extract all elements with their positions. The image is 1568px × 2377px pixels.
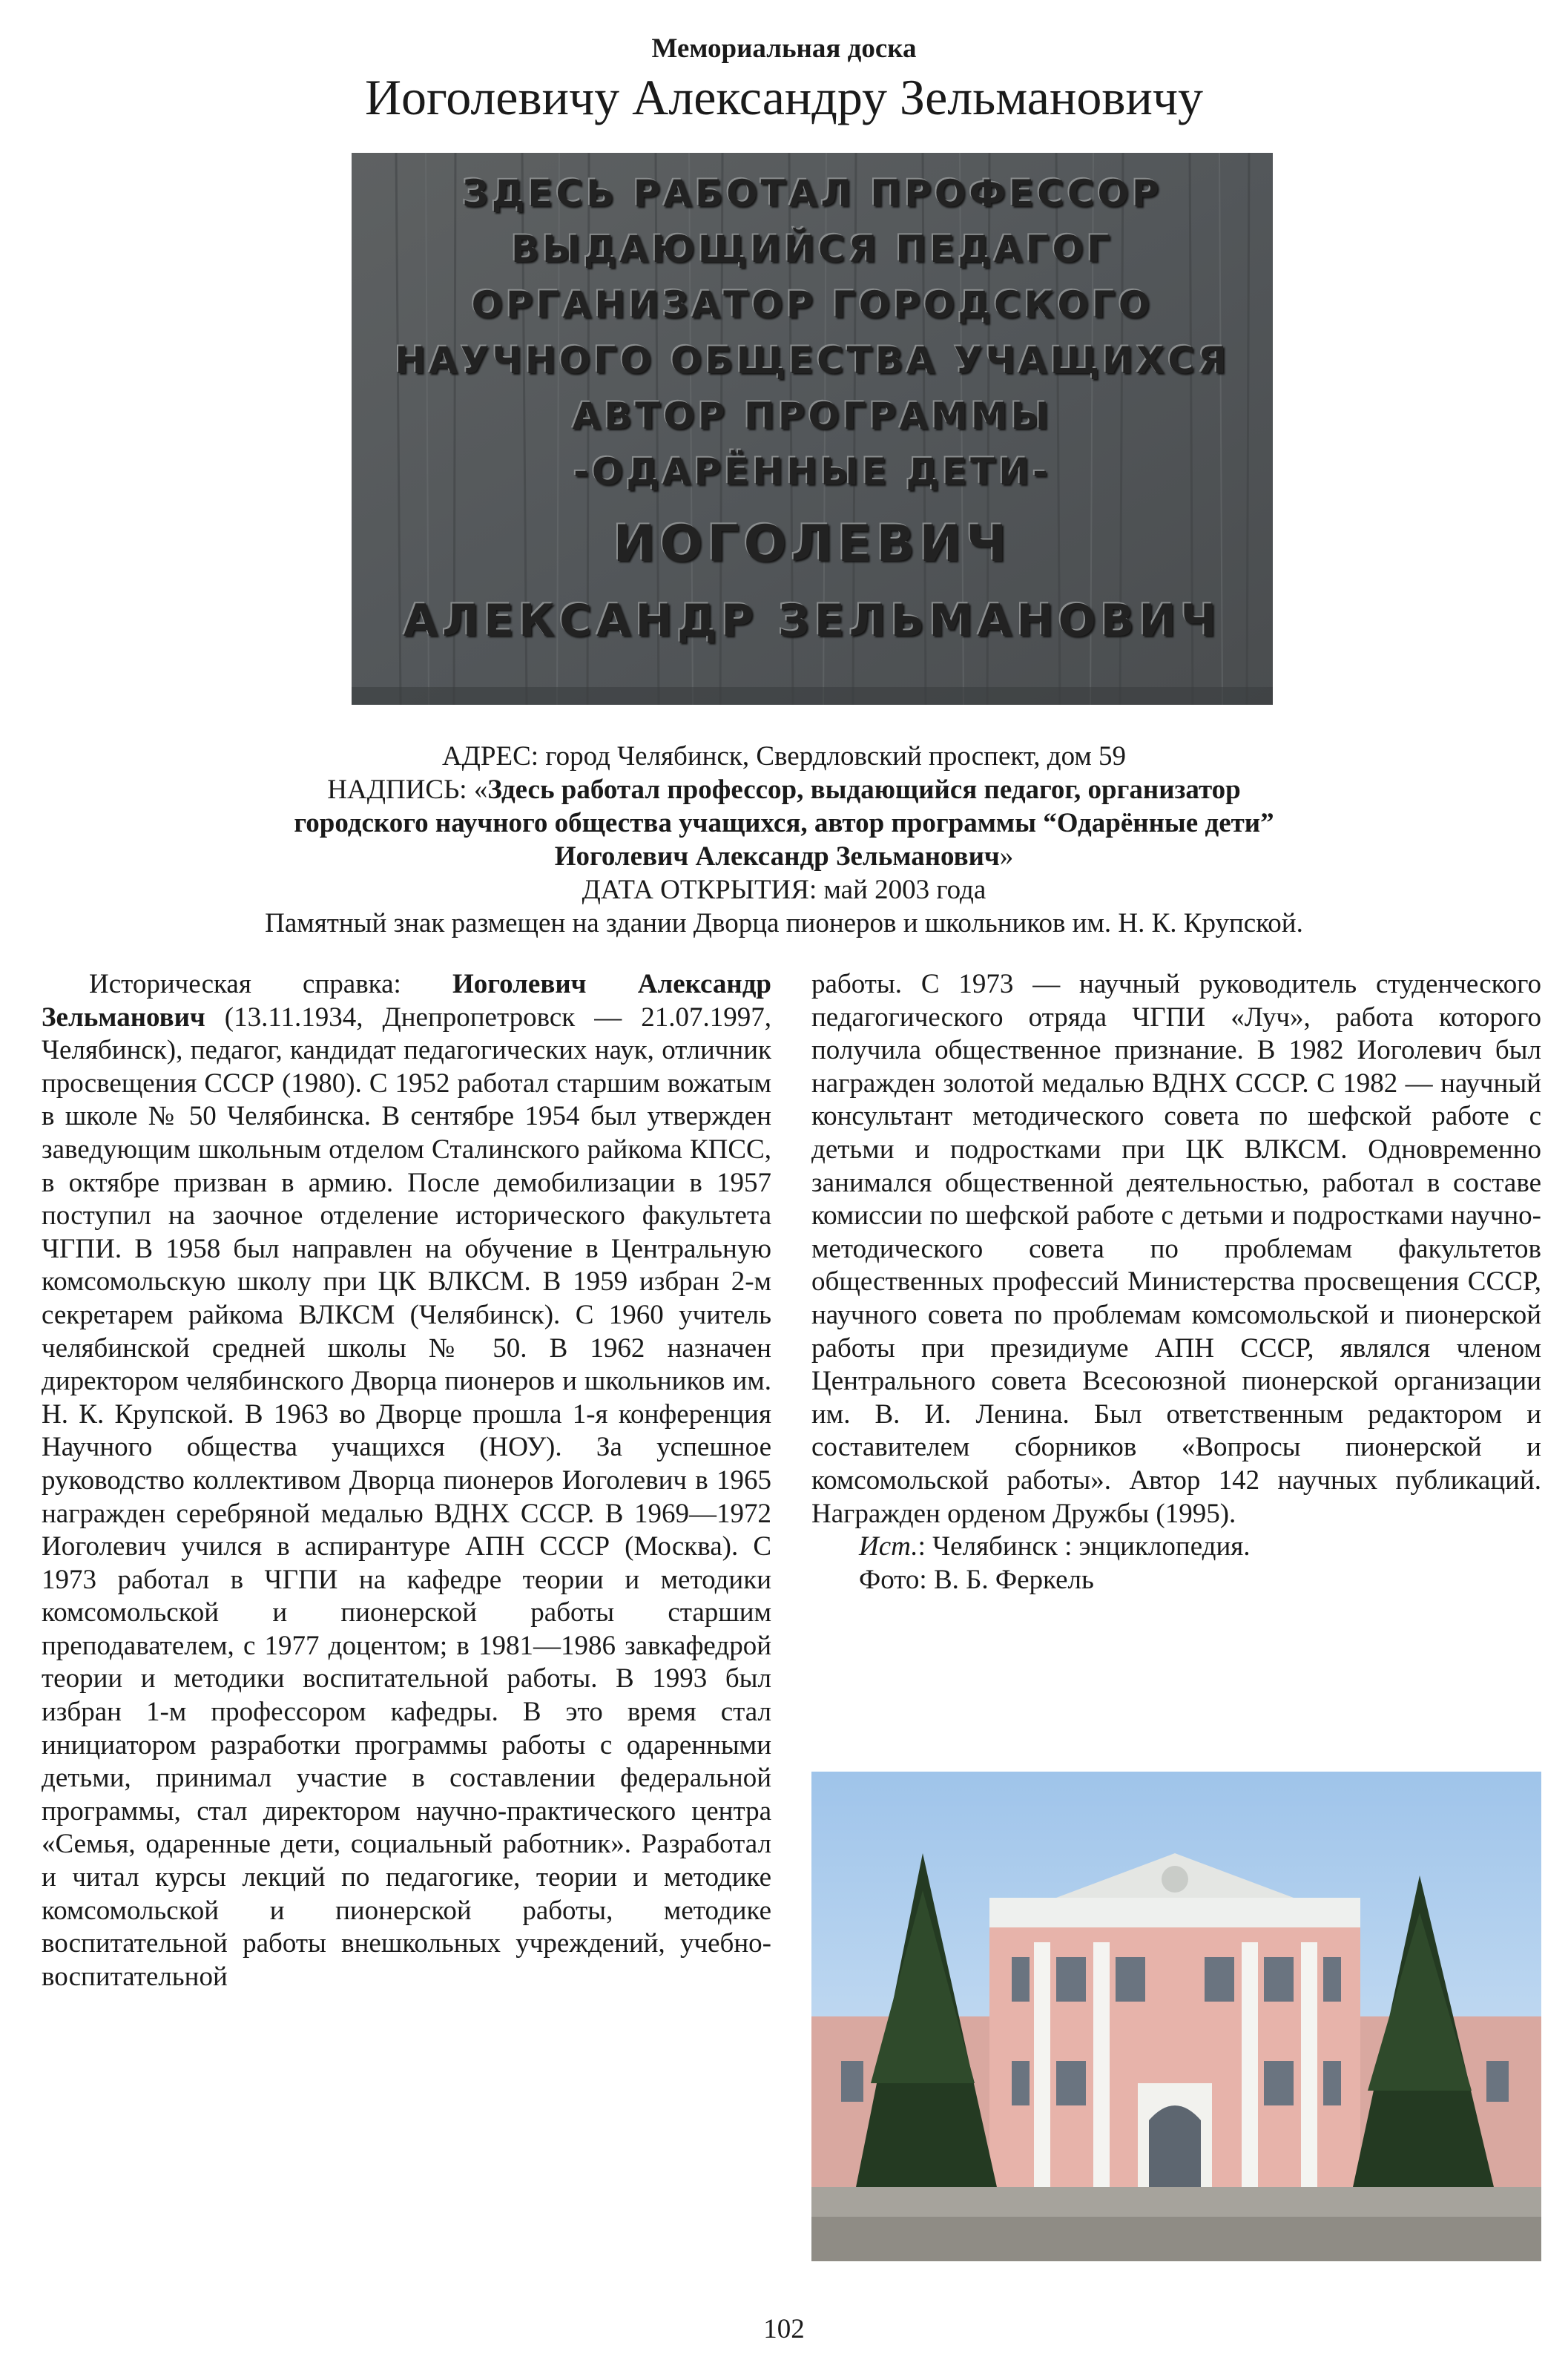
plaque-line-6: -ОДАРЁННЫЕ ДЕТИ- <box>573 450 1051 493</box>
opening-date-line <box>0 874 1568 907</box>
bio-right-text: работы. С 1973 — научный руководитель студенческого педагогического отряда ЧГПИ «Луч», работа которого получила общественное признание. В 1982 Иоголевич был награжден золотой медалью ВДНХ СССР. С 1982 — научный консультант методического совета по шефской работе с детьми и подростками при ЦК ВЛКСМ. Одновременно занимался общественной деятельностью, работал в составе комиссии по шефской работе с детьми и подростками научно-методического совета по проблемам факультетов общественных профессий Министерства просвещения СССР, научного совета по проблемам комсомольской и пионерской работы при президиуме АПН СССР, являлся членом Центрального совета Всесоюзной пионерской организации им. В. И. Ленина. Был ответственным редактором и составителем сборников «Вопросы пионерской и комсомольской работы». Автор 142 научных публикаций. Награжден орденом Дружбы (1995). <box>811 969 1541 1529</box>
address-label: АДРЕС: <box>441 741 539 772</box>
plaque-line-3: ОРГАНИЗАТОР ГОРОДСКОГО <box>471 283 1153 326</box>
palace-building-photo <box>811 1772 1541 2261</box>
inscription-text-3: Иоголевич Александр Зельманович <box>554 841 1000 872</box>
bio-paragraph <box>42 968 771 1993</box>
address-line <box>0 740 1568 773</box>
date-label: ДАТА ОТКРЫТИЯ: <box>582 875 817 905</box>
bio-right-column <box>811 968 1541 1597</box>
bio-left-column <box>42 968 771 1993</box>
page-title: Иоголевичу Александру Зельмановичу <box>364 69 1204 125</box>
page-number: 102 <box>763 2314 805 2344</box>
plaque-line-2: ВЫДАЮЩИЙСЯ ПЕДАГОГ <box>511 228 1113 271</box>
subtitle: Мемориальная доска <box>651 33 917 64</box>
bio-name: Иоголевич Александр Зельманович <box>42 969 772 1033</box>
source-line <box>811 1531 1541 1564</box>
plaque-line-8: АЛЕКСАНДР ЗЕЛЬМАНОВИЧ <box>403 595 1222 647</box>
memorial-plaque-photo <box>352 153 1273 705</box>
source-label: Ист. <box>859 1531 918 1562</box>
building-illustration <box>811 1772 1541 2261</box>
inscription-text-1: Здесь работал профессор, выдающийся педагог, организатор <box>487 775 1241 805</box>
inscription-label: НАДПИСЬ: « <box>327 775 488 805</box>
photo-credit: Фото: В. Б. Феркель <box>859 1564 1094 1595</box>
inscription-line-1 <box>0 774 1568 806</box>
bio-left-text: (13.11.1934, Днепропетровск — 21.07.1997, Челябинск), педагог, кандидат педагогических наук, отличник просвещения СССР (1980). С 1952 работал старшим вожатым в школе № 50 Челябинска. В сентябре 1954 был утвержден заведующим школьным отделом Сталинского райкома КПСС, в октябре призван в армию. После демобилизации в 1957 поступил на заочное отделение исторического факультета ЧГПИ. В 1958 был направлен на обучение в Центральную комсомольскую школу при ЦК ВЛКСМ. В 1959 избран 2-м секретарем райкома ВЛКСМ (Челябинск). С 1960 учитель челябинской средней школы № 50. В 1962 назначен директором челябинского Дворца пионеров и школьников им. Н. К. Крупской. В 1963 во Дворце прошла 1-я конференция Научного общества учащихся (НОУ). За успешное руководство коллективом Дворца пионеров Иоголевич в 1965 награжден серебряной медалью ВДНХ СССР. В 1969—1972 Иоголевич учился в аспирантуре АПН СССР (Москва). С 1973 работал в ЧГПИ на кафедре теории и методики комсомольской и пионерской работы старшим преподавателем, с 1977 доцентом; в 1981—1986 завкафедрой теории и методики воспитательной работы. В 1993 был избран 1-м профессором кафедры. В это время стал инициатором разработки программы работы с одаренными детьми, принимал участие в составлении федеральной программы, стал директором научно-практического центра «Семья, одаренные дети, социальный работник». Разработал и читал курсы лекций по педагогике, теории и методике комсомольской и пионерской работы, методике воспитательной работы внешкольных учреждений, учебно-воспитательной <box>42 1002 771 1992</box>
inscription-text-2: городского научного общества учащихся, автор программы “Одарённые дети” <box>294 808 1274 838</box>
inscription-close: » <box>999 841 1014 872</box>
inscription-line-3 <box>0 841 1568 873</box>
date-value: май 2003 года <box>817 875 986 905</box>
plaque-line-4: НАУЧНОГО ОБЩЕСТВА УЧАЩИХСЯ <box>395 339 1230 382</box>
address-value: город Челябинск, Свердловский проспект, дом 59 <box>538 741 1127 772</box>
bio-intro: Историческая справка: <box>89 969 452 999</box>
plaque-line-7: ИОГОЛЕВИЧ <box>613 515 1012 573</box>
location-note: Памятный знак размещен на здании Дворца пионеров и школьников им. Н. К. Крупской. <box>265 908 1303 938</box>
plaque-line-1: ЗДЕСЬ РАБОТАЛ ПРОФЕССОР <box>462 172 1162 215</box>
source-value: : Челябинск : энциклопедия. <box>918 1531 1251 1562</box>
plaque-line-5: АВТОР ПРОГРАММЫ <box>572 395 1053 438</box>
